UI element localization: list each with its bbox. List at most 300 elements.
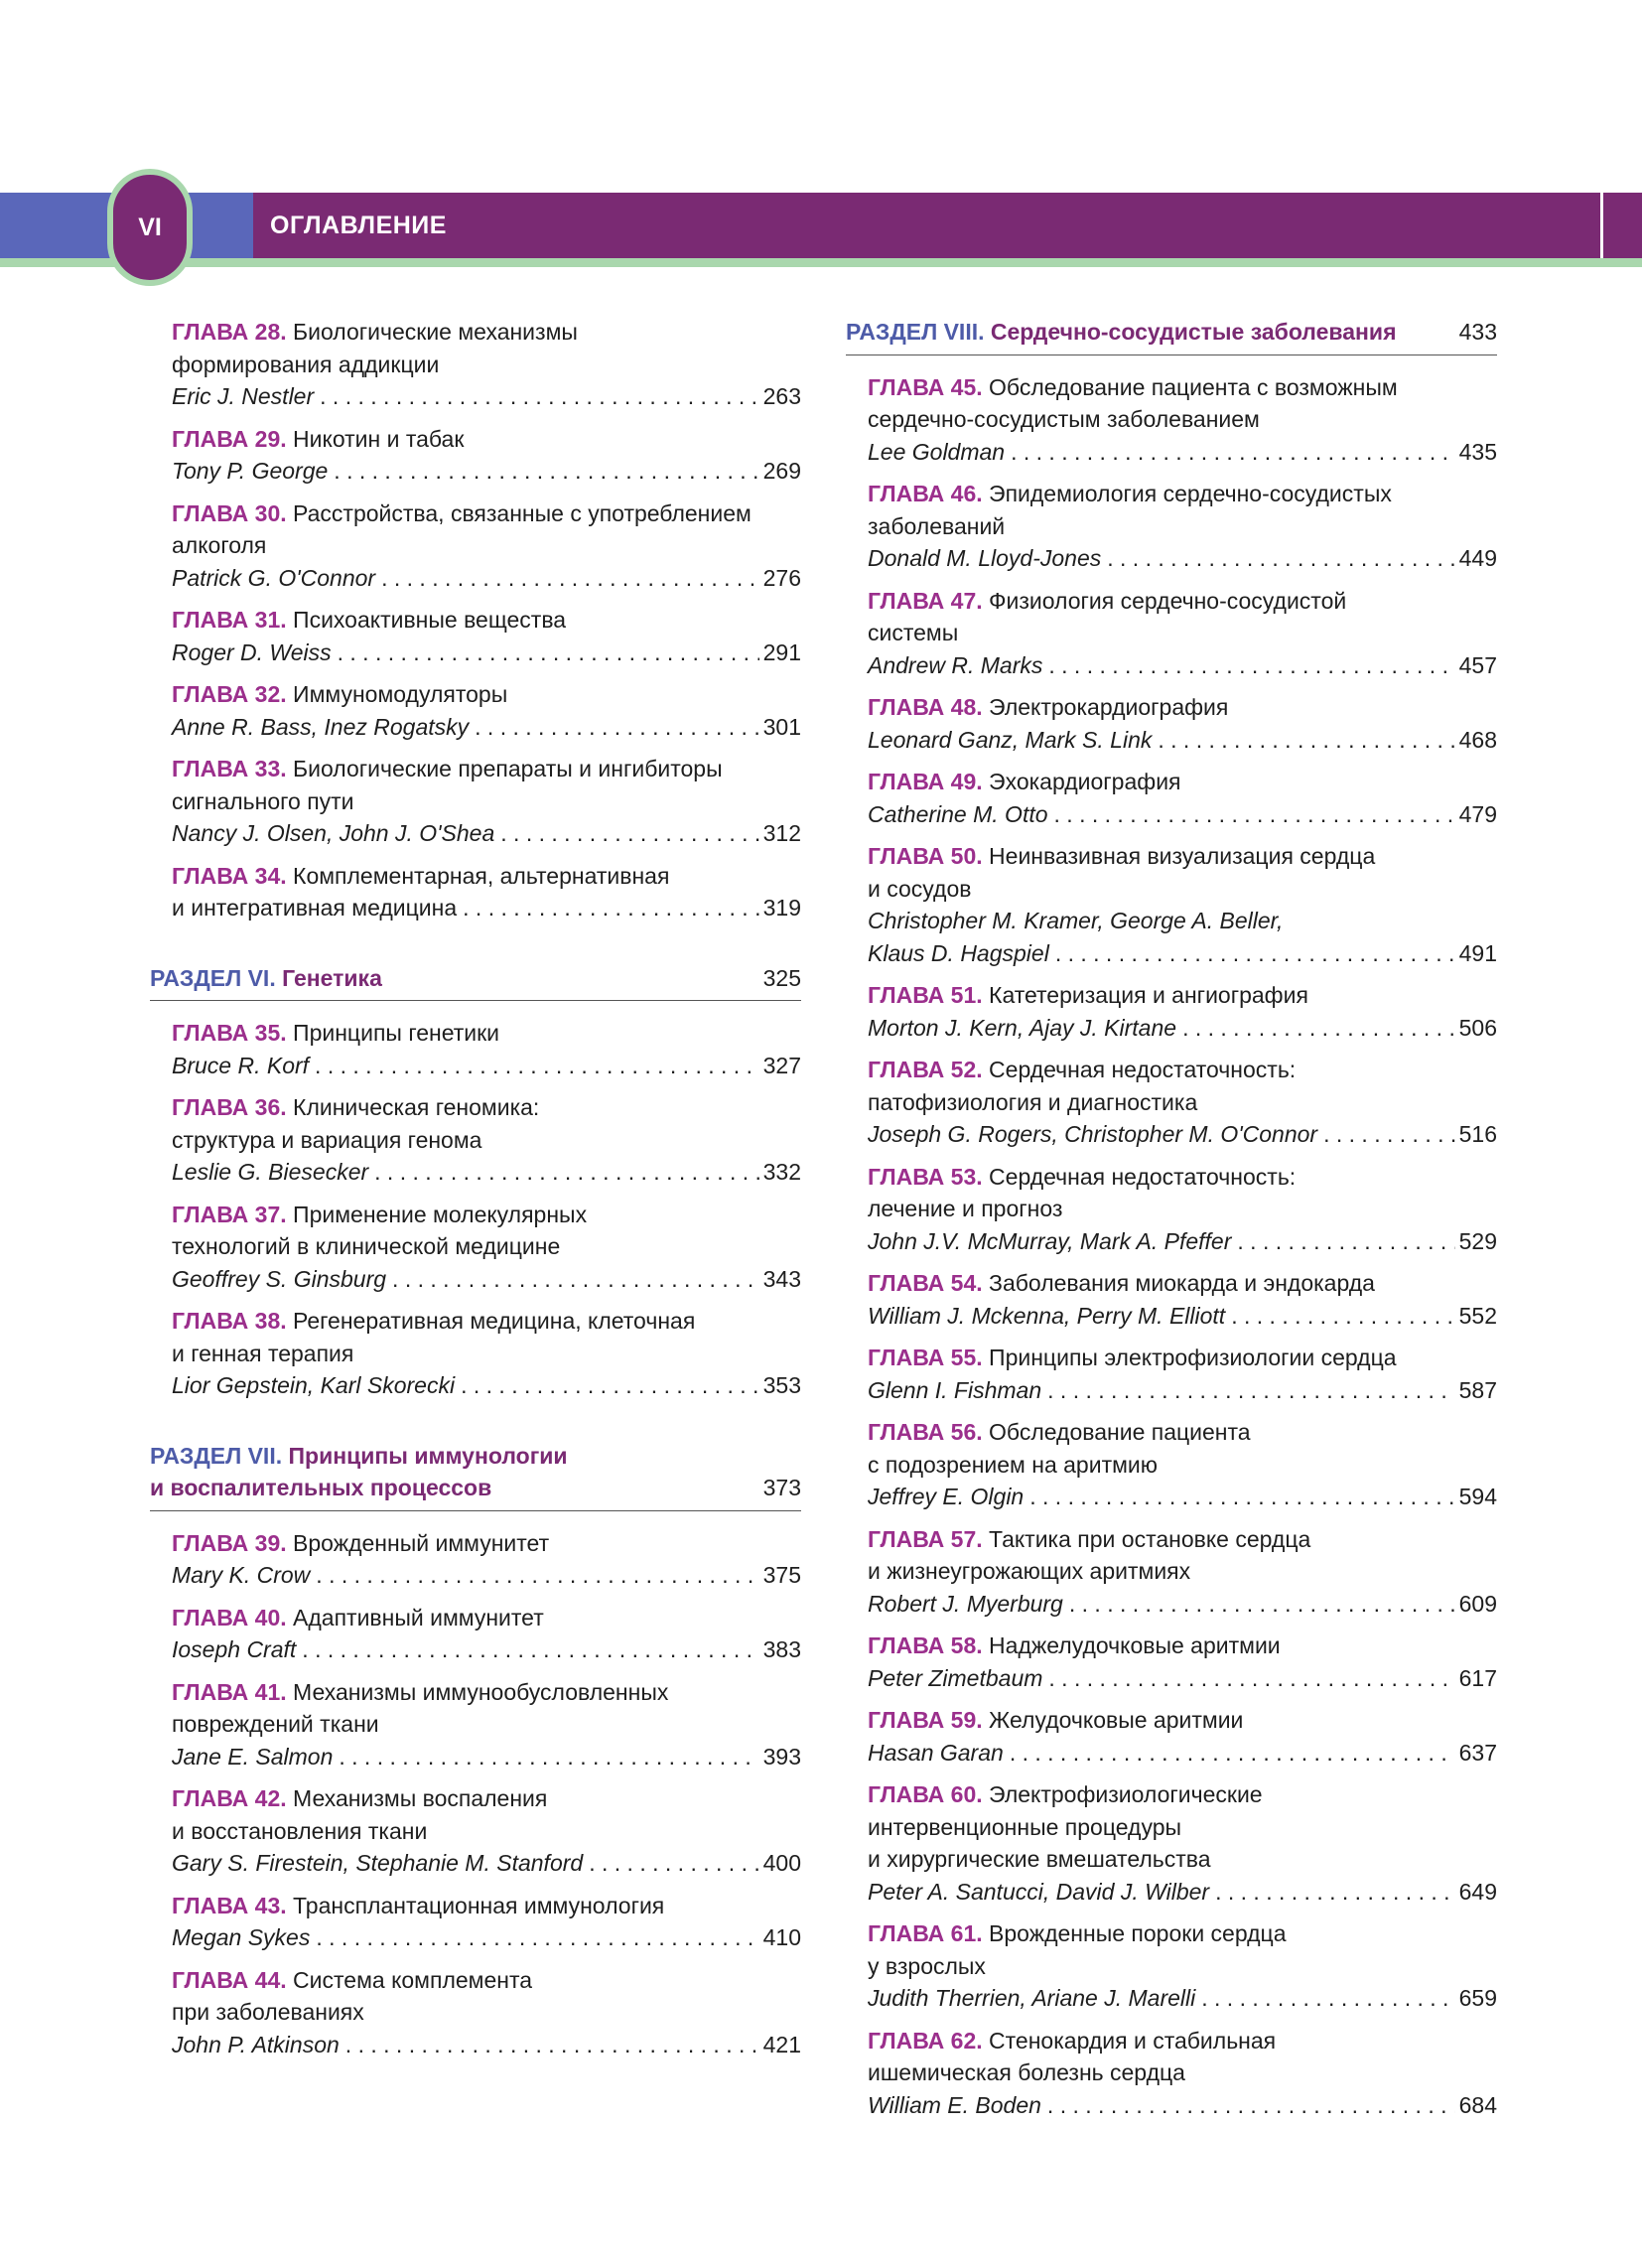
dot-leader	[1069, 1588, 1455, 1621]
page-ref: 383	[762, 1636, 801, 1662]
header-green-stripe	[0, 258, 1642, 267]
chapter-title-text: Обследование пациента	[989, 1419, 1251, 1445]
chapter-title-line	[172, 1338, 801, 1370]
chapter-title-line	[172, 316, 801, 349]
toc-leader-row	[868, 1876, 1497, 1909]
chapter-title-text: Адаптивный иммунитет	[293, 1604, 544, 1630]
chapter-label: ГЛАВА 59.	[868, 1707, 983, 1733]
chapter-label: ГЛАВА 31.	[172, 607, 287, 633]
toc-column-left	[150, 316, 801, 2070]
toc-chapter-entry	[868, 1054, 1497, 1151]
page-ref: 594	[1458, 1484, 1497, 1509]
dot-leader	[589, 1847, 758, 1880]
chapter-label: ГЛАВА 41.	[172, 1678, 287, 1705]
chapter-title-text: Регенеративная медицина, клеточная	[293, 1308, 696, 1334]
chapter-title-text: Биологические препараты и ингибиторы	[293, 756, 723, 781]
chapter-title-line	[868, 691, 1497, 724]
chapter-title-text: и восстановления ткани	[172, 1817, 428, 1844]
chapter-title-line	[868, 979, 1497, 1012]
chapter-title-text: Система комплемента	[293, 1966, 533, 1993]
chapter-authors: Andrew R. Marks	[868, 651, 1043, 678]
chapter-title-line	[868, 1449, 1497, 1482]
toc-chapter-entry	[172, 604, 801, 668]
chapter-title-text: патофизиология и диагностика	[868, 1088, 1198, 1115]
chapter-authors: Donald M. Lloyd-Jones	[868, 545, 1102, 571]
chapter-title-line	[868, 1843, 1497, 1876]
page-ref: 506	[1458, 1014, 1497, 1041]
chapter-authors: Anne R. Bass, Inez Rogatsky	[172, 713, 470, 740]
toc-leader-row	[868, 937, 1497, 970]
toc-chapter-entry	[868, 1917, 1497, 2015]
chapter-title-line	[868, 403, 1497, 436]
toc-chapter-entry	[172, 423, 801, 488]
chapter-label: ГЛАВА 37.	[172, 1201, 287, 1227]
chapter-title-text: Сердечная недостаточность:	[989, 1163, 1297, 1190]
dot-leader	[374, 1156, 758, 1189]
page-ref: 332	[762, 1159, 801, 1185]
page-ref: 491	[1458, 939, 1497, 966]
chapter-title-text: Клиническая геномика:	[293, 1094, 540, 1120]
chapter-authors: Peter Zimetbaum	[868, 1664, 1043, 1691]
chapter-label: ГЛАВА 34.	[172, 862, 287, 889]
toc-chapter-entry	[868, 766, 1497, 830]
page-ref: 410	[762, 1924, 801, 1950]
chapter-title-text: повреждений ткани	[172, 1711, 379, 1737]
chapter-title-line	[172, 1996, 801, 2029]
toc-leader-row	[172, 1633, 801, 1666]
dot-leader	[338, 637, 759, 669]
page-ref: 421	[762, 2031, 801, 2057]
toc-leader-row	[868, 1481, 1497, 1513]
chapter-authors: Gary S. Firestein, Stephanie M. Stanford	[172, 1850, 584, 1876]
chapter-title-line	[172, 1305, 801, 1338]
toc-leader-row	[172, 1847, 801, 1880]
chapter-title-line	[868, 1193, 1497, 1225]
chapter-title-line	[868, 478, 1497, 510]
dot-leader	[1029, 1481, 1454, 1513]
chapter-title-line: и интегративная медицина	[172, 895, 458, 921]
chapter-label: ГЛАВА 55.	[868, 1345, 983, 1370]
chapter-title-text: Электрокардиография	[989, 694, 1229, 720]
section-row	[846, 316, 1497, 349]
chapter-label: ГЛАВА 30.	[172, 499, 287, 526]
section-name: Сердечно-сосудистые заболевания	[990, 319, 1397, 345]
page-ref: 435	[1458, 438, 1497, 465]
page-ref: 327	[762, 1052, 801, 1078]
chapter-label: ГЛАВА 29.	[172, 425, 287, 452]
toc-chapter-entry	[868, 979, 1497, 1044]
toc-chapter-entry	[172, 1305, 801, 1402]
chapter-label: ГЛАВА 45.	[868, 373, 983, 400]
chapter-label: ГЛАВА 61.	[868, 1920, 983, 1946]
chapter-title-text: и сосудов	[868, 875, 972, 902]
chapter-label: ГЛАВА 54.	[868, 1270, 983, 1296]
dot-leader	[339, 1741, 758, 1773]
chapter-title-line	[172, 604, 801, 637]
toc-leader-row	[868, 2089, 1497, 2122]
chapter-label: ГЛАВА 44.	[172, 1966, 287, 1993]
toc-leader-row	[172, 1741, 801, 1773]
chapter-label: ГЛАВА 33.	[172, 756, 287, 781]
chapter-authors: Robert J. Myerburg	[868, 1590, 1063, 1617]
chapter-authors: Leslie G. Biesecker	[172, 1159, 369, 1185]
dot-leader	[1158, 724, 1454, 757]
chapter-title-text: Эпидемиология сердечно-сосудистых	[989, 481, 1392, 506]
chapter-label: ГЛАВА 49.	[868, 769, 983, 794]
chapter-authors: Judith Therrien, Ariane J. Marelli	[868, 1985, 1196, 2011]
section-title-line	[150, 962, 382, 995]
dot-leader	[1010, 1737, 1455, 1770]
chapter-title-line	[172, 1602, 801, 1634]
chapter-authors: Mary K. Crow	[172, 1562, 311, 1588]
section-label: РАЗДЕЛ VI.	[150, 964, 276, 991]
chapter-title-text: Врожденный иммунитет	[293, 1529, 550, 1556]
section-page-ref: 373	[762, 1475, 801, 1500]
chapter-label: ГЛАВА 53.	[868, 1163, 983, 1190]
toc-chapter-entry	[868, 1630, 1497, 1694]
toc-chapter-entry	[172, 860, 801, 924]
dot-leader	[1048, 649, 1454, 682]
toc-chapter-entry	[868, 1267, 1497, 1332]
section-row	[150, 962, 801, 995]
page-ref: 301	[762, 713, 801, 740]
chapter-label: ГЛАВА 35.	[172, 1020, 287, 1046]
chapter-title-line	[868, 1161, 1497, 1194]
page-ref: 276	[762, 564, 801, 591]
toc-chapter-entry	[868, 2025, 1497, 2122]
chapter-label: ГЛАВА 50.	[868, 843, 983, 869]
dot-leader	[1215, 1876, 1455, 1909]
page-number: VI	[138, 213, 162, 241]
chapter-title-text: Принципы электрофизиологии сердца	[989, 1345, 1397, 1370]
toc-leader-row	[868, 1118, 1497, 1151]
section-page-ref: 433	[1458, 319, 1497, 345]
chapter-authors: Jeffrey E. Olgin	[868, 1484, 1025, 1509]
chapter-authors: Eric J. Nestler	[172, 383, 315, 409]
page-ref: 269	[762, 458, 801, 484]
page-number-badge	[107, 169, 193, 286]
toc-chapter-entry	[172, 1091, 801, 1189]
chapter-title-text: Механизмы иммунообусловленных	[293, 1678, 669, 1705]
page-ref: 319	[762, 895, 801, 921]
chapter-authors: Bruce R. Korf	[172, 1052, 310, 1078]
chapter-title-line	[868, 617, 1497, 649]
page-ref: 291	[762, 638, 801, 665]
toc-leader-row	[172, 1369, 801, 1402]
chapter-title-text: Наджелудочковые аритмии	[989, 1632, 1281, 1658]
dot-leader	[500, 817, 758, 850]
chapter-title-text: Иммуномодуляторы	[293, 681, 508, 707]
chapter-authors: Nancy J. Olsen, John J. O'Shea	[172, 820, 495, 846]
chapter-title-line	[868, 1555, 1497, 1588]
chapter-label: ГЛАВА 51.	[868, 982, 983, 1008]
chapter-title-line	[172, 753, 801, 785]
chapter-title-text: Принципы генетики	[293, 1020, 500, 1046]
toc-chapter-entry	[172, 1199, 801, 1296]
chapter-authors: Roger D. Weiss	[172, 638, 332, 665]
page-ref: 587	[1458, 1376, 1497, 1403]
toc-leader-row	[172, 1921, 801, 1954]
section-name: и воспалительных процессов	[150, 1475, 492, 1500]
toc-leader-row	[172, 380, 801, 413]
chapter-title-line	[172, 860, 801, 893]
section-label: РАЗДЕЛ VIII.	[846, 319, 985, 345]
chapter-title-text: Неинвазивная визуализация сердца	[989, 843, 1376, 869]
page-ref: 263	[762, 383, 801, 409]
dot-leader	[1201, 1982, 1454, 2015]
chapter-authors: Christopher M. Kramer, George A. Beller,	[868, 908, 1284, 933]
page-ref: 393	[762, 1743, 801, 1770]
chapter-title-text: Электрофизиологические	[989, 1781, 1263, 1807]
toc-leader-row	[172, 562, 801, 595]
chapter-title-line	[868, 371, 1497, 404]
page-ref: 529	[1458, 1227, 1497, 1254]
dot-leader	[1231, 1300, 1454, 1333]
chapter-title-line	[868, 2056, 1497, 2089]
chapter-title-line	[172, 785, 801, 818]
page-ref: 516	[1458, 1121, 1497, 1147]
page-ref: 637	[1458, 1739, 1497, 1766]
chapter-title-line	[172, 349, 801, 381]
chapter-title-text: и хирургические вмешательства	[868, 1846, 1211, 1872]
dot-leader	[1047, 2089, 1455, 2122]
chapter-authors: Jane E. Salmon	[172, 1743, 334, 1770]
section-heading	[150, 962, 801, 1002]
chapter-title-line	[868, 1778, 1497, 1811]
chapter-title-text: Трансплантационная иммунология	[293, 1892, 665, 1918]
chapter-title-line	[868, 510, 1497, 543]
chapter-title-text: с подозрением на аритмию	[868, 1451, 1159, 1478]
toc-chapter-entry	[172, 1890, 801, 1954]
dot-leader	[320, 380, 758, 413]
page-ref: 400	[762, 1850, 801, 1876]
chapter-label: ГЛАВА 60.	[868, 1781, 983, 1807]
dot-leader	[1054, 798, 1455, 831]
chapter-title-text: Комплементарная, альтернативная	[293, 862, 670, 889]
chapter-title-line	[172, 1782, 801, 1815]
chapter-authors: Peter A. Santucci, David J. Wilber	[868, 1878, 1210, 1905]
chapter-authors: William J. Mckenna, Perry M. Elliott	[868, 1302, 1226, 1329]
chapter-title-line	[868, 1054, 1497, 1086]
page-title: ОГЛАВЛЕНИЕ	[270, 212, 447, 239]
dot-leader	[316, 1921, 758, 1954]
chapter-title-text: сердечно-сосудистым заболеванием	[868, 406, 1260, 432]
chapter-title-line	[868, 1630, 1497, 1662]
section-title-line	[846, 316, 1397, 349]
section-label: РАЗДЕЛ VII.	[150, 1442, 283, 1469]
dot-leader	[1323, 1118, 1455, 1151]
chapter-authors: Tony P. George	[172, 458, 329, 484]
chapter-title-line	[172, 678, 801, 711]
chapter-title-text: Тактика при остановке сердца	[989, 1525, 1311, 1552]
page-ref: 649	[1458, 1878, 1497, 1905]
toc-leader-row	[172, 1050, 801, 1082]
chapter-title-line	[868, 1267, 1497, 1300]
toc-leader-row	[868, 1300, 1497, 1333]
chapter-authors: Joseph G. Rogers, Christopher M. O'Connor	[868, 1121, 1318, 1147]
chapter-title-text: структура и вариация генома	[172, 1126, 482, 1153]
section-title	[150, 962, 382, 995]
chapter-title-text: ишемическая болезнь сердца	[868, 2059, 1185, 2085]
toc-leader-row	[172, 1263, 801, 1296]
toc-leader-row	[868, 1982, 1497, 2015]
toc-chapter-entry	[868, 1778, 1497, 1908]
toc-chapter-entry	[868, 1704, 1497, 1769]
chapter-title-text: формирования аддикции	[172, 351, 440, 377]
toc-chapter-entry	[172, 753, 801, 850]
chapter-authors: Klaus D. Hagspiel	[868, 939, 1049, 966]
dot-leader	[392, 1263, 759, 1296]
dot-leader	[463, 892, 758, 924]
chapter-title-text: у взрослых	[868, 1952, 986, 1979]
chapter-title-text: при заболеваниях	[172, 1999, 364, 2025]
section-row	[150, 1440, 801, 1504]
chapter-title-line	[172, 1815, 801, 1848]
toc-chapter-entry	[172, 1602, 801, 1666]
toc-leader-row	[868, 1588, 1497, 1621]
chapter-authors: Lior Gepstein, Karl Skorecki	[172, 1372, 456, 1398]
dot-leader	[1048, 1662, 1454, 1695]
chapter-title-text: Заболевания миокарда и эндокарда	[989, 1270, 1375, 1296]
toc-leader-row	[868, 1374, 1497, 1407]
toc-chapter-entry	[868, 585, 1497, 682]
chapter-title-text: Расстройства, связанные с употреблением	[293, 499, 752, 526]
toc-leader-row	[172, 2029, 801, 2061]
chapter-title-text: Желудочковые аритмии	[989, 1707, 1244, 1733]
chapter-label: ГЛАВА 46.	[868, 481, 983, 506]
chapter-title-line	[172, 423, 801, 456]
chapter-label: ГЛАВА 56.	[868, 1419, 983, 1445]
page-ref: 457	[1458, 651, 1497, 678]
toc-chapter-entry	[172, 1017, 801, 1081]
chapter-title-line	[172, 497, 801, 530]
toc-chapter-entry	[868, 478, 1497, 575]
chapter-title-line	[868, 1917, 1497, 1950]
chapter-title-text: лечение и прогноз	[868, 1196, 1063, 1221]
chapter-authors: Patrick G. O'Connor	[172, 564, 376, 591]
toc-leader-row	[868, 1012, 1497, 1045]
chapter-title-line	[172, 1230, 801, 1263]
toc-leader-row	[172, 1156, 801, 1189]
page-ref: 609	[1458, 1590, 1497, 1617]
chapter-title-text: заболеваний	[868, 512, 1006, 539]
chapter-title-line	[868, 1950, 1497, 1983]
chapter-title-line	[172, 1676, 801, 1709]
chapter-title-line	[172, 529, 801, 562]
chapter-title-line	[172, 1708, 801, 1741]
toc-chapter-entry	[868, 1416, 1497, 1513]
chapter-title-line	[868, 1704, 1497, 1737]
chapter-title-text: Обследование пациента с возможным	[989, 373, 1398, 400]
toc-chapter-entry	[172, 1527, 801, 1592]
chapter-label: ГЛАВА 42.	[172, 1785, 287, 1811]
toc-leader-row	[172, 817, 801, 850]
chapter-authors: Leonard Ganz, Mark S. Link	[868, 726, 1153, 753]
toc-chapter-entry	[868, 371, 1497, 469]
chapter-title-line	[868, 1342, 1497, 1374]
chapter-authors: Catherine M. Otto	[868, 800, 1048, 827]
dot-leader	[1011, 436, 1455, 469]
toc-chapter-entry	[868, 1342, 1497, 1406]
section-title-line	[150, 1472, 568, 1504]
header-band-end	[1600, 193, 1642, 262]
dot-leader	[334, 455, 758, 488]
toc-leader-row	[868, 1225, 1497, 1258]
chapter-title-text: сигнального пути	[172, 787, 354, 814]
toc-leader-row	[868, 798, 1497, 831]
chapter-label: ГЛАВА 57.	[868, 1525, 983, 1552]
toc-leader-row	[868, 542, 1497, 575]
toc-chapter-entry	[172, 316, 801, 413]
toc-leader-row	[172, 455, 801, 488]
chapter-title-text: Биологические механизмы	[293, 319, 578, 345]
section-title	[150, 1440, 568, 1504]
toc-chapter-entry	[172, 678, 801, 743]
section-page-ref: 325	[762, 964, 801, 991]
page-ref: 375	[762, 1562, 801, 1588]
toc-chapter-entry	[868, 840, 1497, 969]
chapter-title-text: интервенционные процедуры	[868, 1813, 1182, 1840]
dot-leader	[461, 1369, 759, 1402]
chapter-title-line	[868, 840, 1497, 873]
dot-leader	[316, 1559, 758, 1592]
toc-chapter-entry	[868, 1161, 1497, 1258]
dot-leader	[1055, 937, 1455, 970]
chapter-title-line	[172, 1527, 801, 1560]
chapter-authors: Glenn I. Fishman	[868, 1376, 1042, 1403]
chapter-title-text: Эхокардиография	[989, 769, 1181, 794]
chapter-title-text: системы	[868, 620, 959, 645]
toc-chapter-entry	[172, 497, 801, 595]
chapter-title-text: Применение молекулярных	[293, 1201, 588, 1227]
chapter-authors: Lee Goldman	[868, 438, 1006, 465]
chapter-authors: John J.V. McMurray, Mark A. Pfeffer	[868, 1227, 1232, 1254]
chapter-title-text: Никотин и табак	[293, 425, 465, 452]
chapter-label: ГЛАВА 52.	[868, 1057, 983, 1082]
chapter-title-line	[172, 1964, 801, 1997]
chapter-title-line	[172, 1890, 801, 1922]
toc-leader-row	[868, 649, 1497, 682]
chapter-authors: John P. Atkinson	[172, 2031, 340, 2057]
page-ref: 684	[1458, 2091, 1497, 2118]
chapter-title-line	[172, 1091, 801, 1124]
chapter-label: ГЛАВА 58.	[868, 1632, 983, 1658]
section-heading	[846, 316, 1497, 355]
dot-leader	[1182, 1012, 1455, 1045]
chapter-title-text: Стенокардия и стабильная	[989, 2027, 1277, 2054]
chapter-label: ГЛАВА 36.	[172, 1094, 287, 1120]
section-title	[846, 316, 1397, 349]
page-ref: 617	[1458, 1664, 1497, 1691]
chapter-label: ГЛАВА 43.	[172, 1892, 287, 1918]
chapter-authors: Megan Sykes	[172, 1924, 311, 1950]
chapter-title-line	[172, 1199, 801, 1231]
dot-leader	[381, 562, 759, 595]
chapter-title-text: Сердечная недостаточность:	[989, 1057, 1297, 1082]
chapter-title-line	[868, 873, 1497, 906]
chapter-title-text: и генная терапия	[172, 1340, 354, 1366]
chapter-title-text: технологий в клинической медицине	[172, 1233, 561, 1259]
chapter-title-text: Врожденные пороки сердца	[989, 1920, 1287, 1946]
chapter-label: ГЛАВА 40.	[172, 1604, 287, 1630]
chapter-authors: Ioseph Craft	[172, 1636, 297, 1662]
dot-leader	[1237, 1225, 1454, 1258]
dot-leader	[1047, 1374, 1454, 1407]
chapter-title-line	[868, 2025, 1497, 2057]
chapter-label: ГЛАВА 39.	[172, 1529, 287, 1556]
chapter-label: ГЛАВА 62.	[868, 2027, 983, 2054]
dot-leader	[1107, 542, 1454, 575]
